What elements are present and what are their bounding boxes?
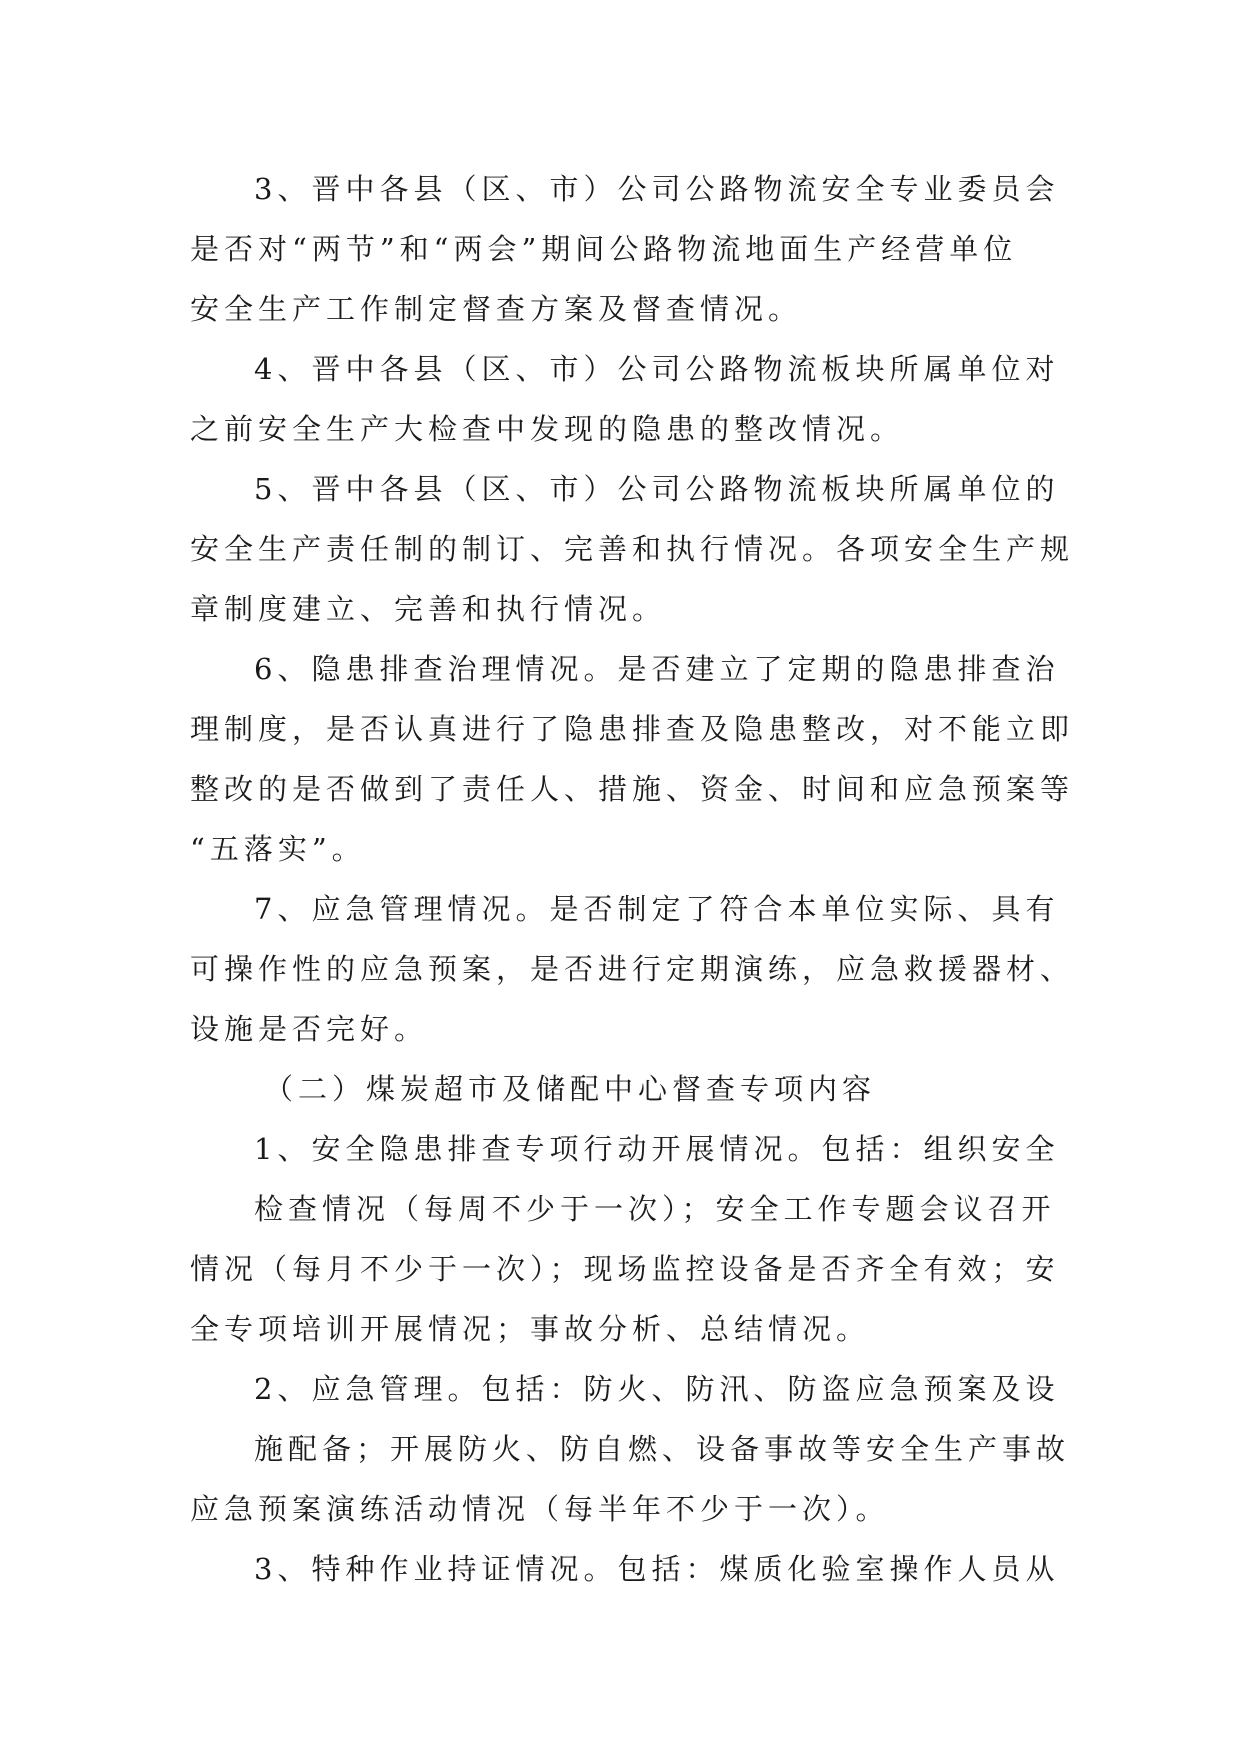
text-line: 5、晋中各县（区、市）公司公路物流板块所属单位的 xyxy=(254,472,1060,506)
text-line: 之前安全生产大检查中发现的隐患的整改情况。 xyxy=(190,412,905,446)
text-line: 1、安全隐患排查专项行动开展情况。包括：组织安全 xyxy=(254,1132,1060,1166)
text-line: 章制度建立、完善和执行情况。 xyxy=(190,592,667,626)
text-line: 可操作性的应急预案，是否进行定期演练，应急救援器材、 xyxy=(190,952,1075,986)
text-line: 施配备；开展防火、防自燃、设备事故等安全生产事故 xyxy=(254,1432,1071,1466)
text-line: 安全生产责任制的制订、完善和执行情况。各项安全生产规 xyxy=(190,532,1075,566)
text-line: 理制度，是否认真进行了隐患排查及隐患整改，对不能立即 xyxy=(190,712,1075,746)
text-line: 整改的是否做到了责任人、措施、资金、时间和应急预案等 xyxy=(190,772,1075,806)
text-line: （二）煤炭超市及储配中心督查专项内容 xyxy=(264,1072,877,1106)
text-line: 是否对“两节”和“两会”期间公路物流地面生产经营单位 xyxy=(190,232,1018,266)
text-line: 7、应急管理情况。是否制定了符合本单位实际、具有 xyxy=(254,892,1060,926)
text-line: 6、隐患排查治理情况。是否建立了定期的隐患排查治 xyxy=(254,652,1060,686)
text-line: 情况（每月不少于一次）；现场监控设备是否齐全有效；安 xyxy=(190,1252,1060,1286)
text-line: “五落实”。 xyxy=(190,832,366,866)
text-line: 应急预案演练活动情况（每半年不少于一次）。 xyxy=(190,1492,890,1526)
text-line: 3、特种作业持证情况。包括：煤质化验室操作人员从 xyxy=(254,1552,1060,1586)
text-line: 检查情况（每周不少于一次）；安全工作专题会议召开 xyxy=(254,1192,1056,1226)
text-line: 4、晋中各县（区、市）公司公路物流板块所属单位对 xyxy=(254,352,1060,386)
text-line: 设施是否完好。 xyxy=(190,1012,429,1046)
text-line: 安全生产工作制定督查方案及督查情况。 xyxy=(190,292,803,326)
text-line: 2、应急管理。包括：防火、防汛、防盗应急预案及设 xyxy=(254,1372,1060,1406)
text-line: 全专项培训开展情况；事故分析、总结情况。 xyxy=(190,1312,871,1346)
text-line: 3、晋中各县（区、市）公司公路物流安全专业委员会 xyxy=(254,172,1060,206)
document-body xyxy=(190,159,1075,1599)
